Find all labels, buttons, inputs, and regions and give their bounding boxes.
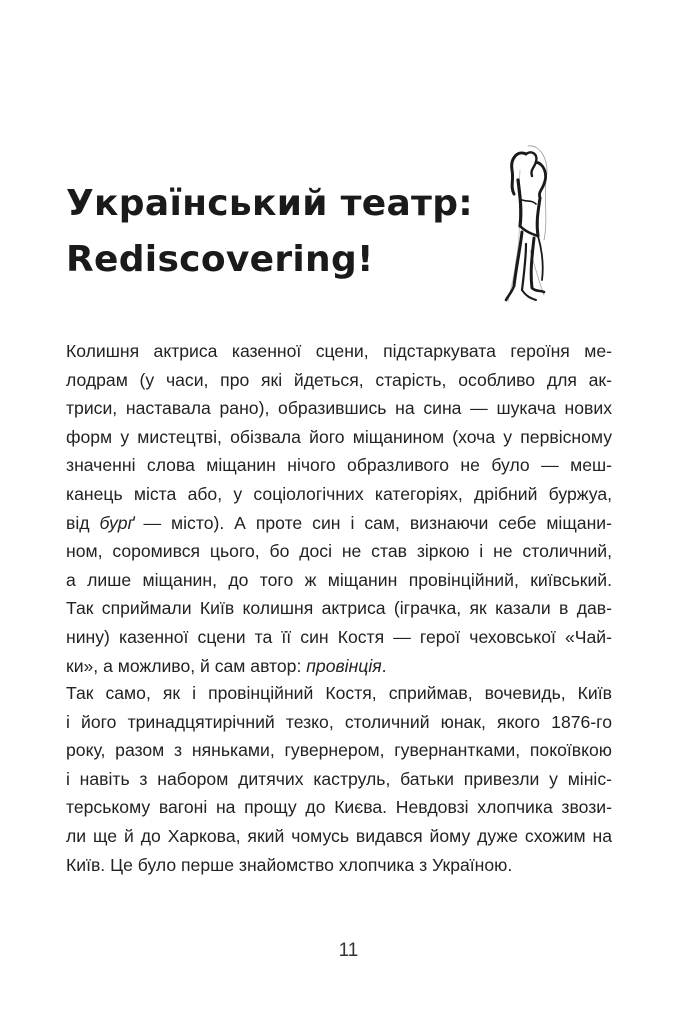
- paragraph-1: [66, 337, 612, 680]
- paragraph-1-line: Так сприймали Київ колишня актриса (іграчка, як казали в дав-: [66, 598, 612, 619]
- paragraph-2-line: і його тринадцятирічний тезко, столичний юнак, якого 1876-го: [66, 711, 612, 732]
- paragraph-1-line: канець міста або, у соціологічних категоріях, дрібний буржуа,: [66, 483, 612, 504]
- paragraph-1-line: ки», а можливо, й сам автор: провінція.: [66, 655, 387, 676]
- chapter-title-line-1: Український театр:: [66, 183, 473, 224]
- paragraph-1-line: від бурґ — місто). А проте син і сам, визнаючи себе міщани-: [66, 512, 612, 533]
- paragraph-1-line: триси, наставала рано), образившись на сина — шукача нових: [66, 398, 612, 419]
- paragraph-1-line: ном, соромився цього, бо досі не став зіркою і не столичний,: [66, 541, 612, 562]
- paragraph-1-line: нину) казенної сцени та її син Костя — герої чеховської «Чай-: [66, 626, 612, 647]
- paragraph-1-line: форм у мистецтві, обізвала його міщанином (хоча у первісному: [66, 426, 612, 447]
- paragraph-2-line: Так само, як і провінційний Костя, сприймав, вочевидь, Київ: [66, 683, 612, 703]
- paragraph-2-line: терському вагоні на прощу до Києва. Невдовзі хлопчика звози-: [66, 797, 612, 818]
- paragraph-1-line: значенні слова міщанин нічого образливого не було — меш-: [66, 455, 612, 476]
- paragraph-2-line: і навіть з набором дитячих каструль, батьки привезли у мініс-: [66, 768, 612, 789]
- paragraph-1-line: лодрам (у часи, про які йдеться, старість, особливо для ак-: [66, 369, 612, 390]
- figure-sketch-icon: [500, 140, 560, 310]
- chapter-title-line-2: Rediscovering!: [66, 239, 374, 280]
- paragraph-2-line: ли ще й до Харкова, який чомусь видався йому дуже схожим на: [66, 825, 612, 846]
- paragraph-2: [66, 679, 612, 879]
- paragraph-2-line: Київ. Це було перше знайомство хлопчика з Україною.: [66, 854, 513, 875]
- paragraph-1-line: Колишня актриса казенної сцени, підстаркувата героїня ме-: [66, 341, 612, 361]
- chapter-title: [66, 176, 486, 288]
- paragraph-1-line: а лише міщанин, до того ж міщанин провінційний, київський.: [66, 569, 612, 590]
- page-number: 11: [338, 940, 359, 961]
- paragraph-2-line: року, разом з няньками, гувернером, гувернантками, покоївкою: [66, 740, 612, 761]
- italic-term: провінція: [306, 655, 382, 676]
- italic-term: бурґ: [99, 512, 134, 533]
